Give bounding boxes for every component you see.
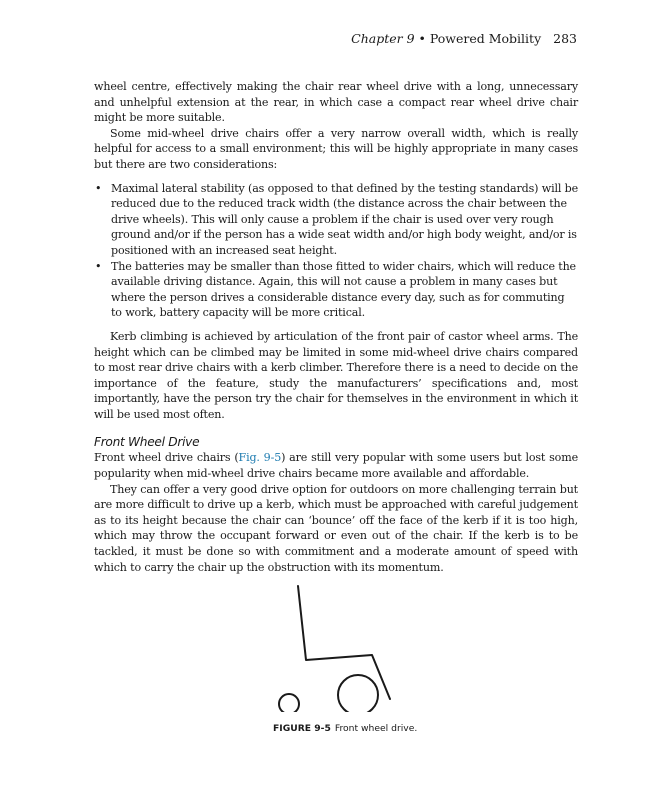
chapter-title: Powered Mobility	[429, 31, 542, 46]
paragraph-continued: wheel centre, effectively making the chair rear wheel drive with a long, unnecessary and unhelpful extension at the rear, in which case a compact rear wheel drive chair might be more suitable.	[94, 80, 578, 125]
drive-wheel	[338, 675, 378, 712]
paragraph-front-wheel-detail: They can offer a very good drive option for outdoors on more challenging terrain but are more difficult to drive up a kerb, which must be approached with careful judgement as to its height because the chair can ‘bounce’ off the face of the kerb if it is too high, which may throw the occupant forward or even out of the chair. If the kerb is to be tackled, it must be done so with commitment and a moderate amount of speed with which to carry the chair up the obstruction with its momentum.	[94, 482, 578, 574]
castor-wheel	[279, 694, 299, 712]
chapter-label: Chapter 9	[351, 31, 415, 46]
paragraph-front-wheel-intro	[94, 450, 578, 481]
considerations-list	[94, 181, 578, 321]
figure-illustration	[260, 580, 410, 712]
page-number: 283	[553, 31, 577, 46]
figure-caption-text: Front wheel drive.	[334, 723, 418, 734]
paragraph-text: Front wheel drive chairs (	[94, 451, 239, 465]
paragraph-text: ) are still very popular with some users but lost some popularity when mid-wheel drive chairs became more available and affordable.	[94, 451, 578, 481]
figure-reference-link[interactable]: Fig. 9-5	[238, 451, 282, 465]
section-heading: Front Wheel Drive	[94, 435, 200, 450]
list-item: • Maximal lateral stability (as opposed to that defined by the testing standards) will be reduced due to the reduced track width (the distance across the chair between the drive wheels). This will only cause a problem if the chair is used over very rough ground and/or if the person has a wide seat width and/or high body weight, and/or is positioned with an increased seat height.	[111, 181, 578, 259]
list-item: • The batteries may be smaller than those fitted to wider chairs, which will reduce the available driving distance. Again, this will not cause a problem in many cases but where the person drives a considerable distance every day, such as for commuting to work, battery capacity will be more critical.	[111, 259, 578, 321]
running-head	[351, 31, 577, 46]
figure-caption	[273, 723, 417, 734]
paragraph-narrow-width: Some mid-wheel drive chairs offer a very narrow overall width, which is really helpful for access to a small environment; this will be highly appropriate in many cases but there are two considerations:	[94, 126, 578, 171]
paragraph-kerb-climbing: Kerb climbing is achieved by articulation of the front pair of castor wheel arms. The height which can be climbed may be limited in some mid-wheel drive chairs compared to most rear drive chairs with a kerb climber. Therefore there is a need to decide on the importance of the feature, study the manufacturers’ specifications and, most importantly, have the person try the chair for themselves in the environment in which it will be used most often.	[94, 329, 578, 421]
figure-label: FIGURE 9-5	[273, 723, 331, 734]
body-text	[94, 79, 578, 575]
header-separator: •	[414, 31, 430, 46]
front-wheel-drive-diagram	[260, 580, 410, 712]
